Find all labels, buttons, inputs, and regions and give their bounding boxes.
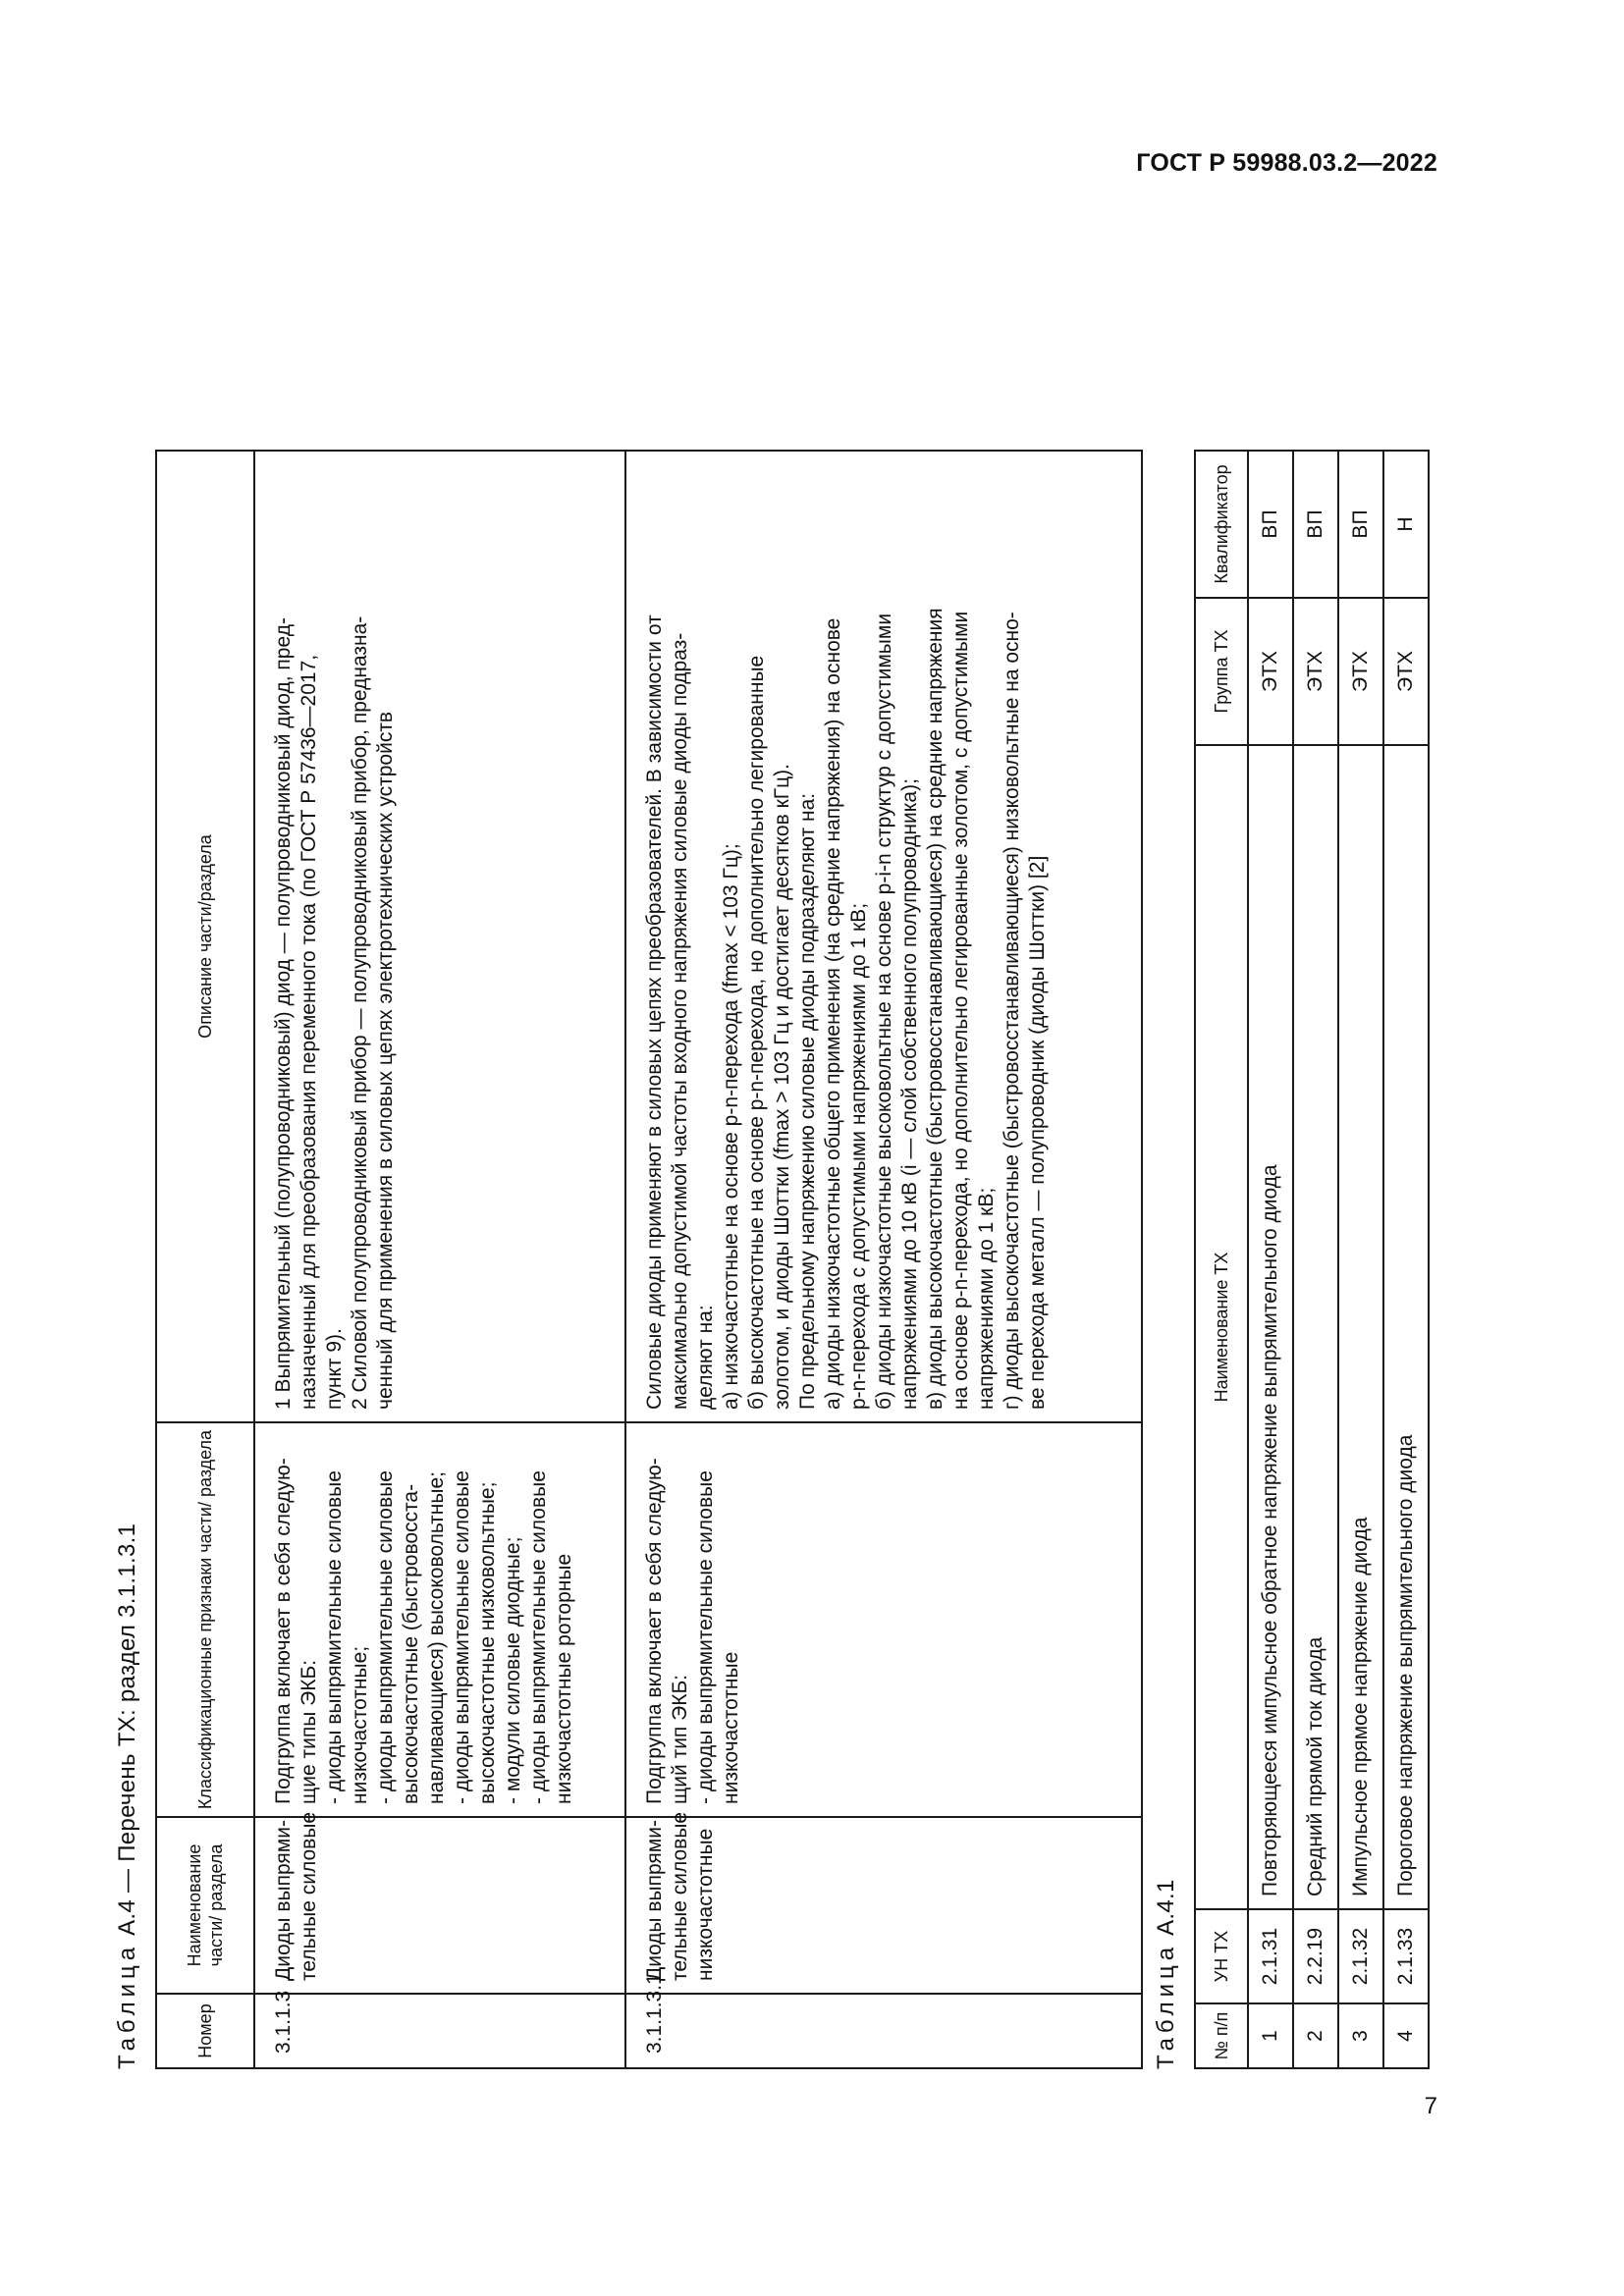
table-a41: [1194, 450, 1430, 2069]
caption-text: А.4 — Перечень ТХ: раздел 3.1.1.3.1: [114, 1522, 140, 1936]
table-row: [1383, 451, 1429, 2068]
standard-header: ГОСТ Р 59988.03.2—2022: [1136, 149, 1437, 177]
cell-qualifier: ВП: [1293, 451, 1338, 598]
cell-name: Повторяющееся импульсное обратное напряжение выпрямительного диода: [1248, 745, 1293, 1909]
cell-qualifier: Н: [1383, 451, 1429, 598]
cell-name: Импульсное прямое напряжение диода: [1338, 745, 1383, 1909]
col-header-name: Наименование части/ раздела: [156, 1817, 254, 1994]
table-row: [1338, 451, 1383, 2068]
table-row: [1248, 451, 1293, 2068]
row-description: Силовые диоды применяют в силовых цепях преобразователей. В зависимости от максимально допустимой частоты входного напряжения силовые диоды подраз- деляют на: а) низкочастотные на основе p-n-перехода (fmax < 103 Гц); б) высокочастотные на основе p-n-перехода, но дополнительно легированные золотом, и диоды Шоттки (fmax > 103 Гц и достигает десятков кГц). По предельному напряжению силовые диоды подразделяют на: а) диоды низкочастотные общего применения (на средние напряжения) на основе p-n-перехода с допустимыми напряжениями до 1 кВ; б) диоды низкочастотные высоковольтные на основе p-i-n структур с допустимыми напряжениями до 10 кВ (i — слой собственного полупроводника); в) диоды высокочастотные (быстровосстанавливающиеся) на средние напряжения на основе p-n-перехода, но дополнительно легированные золотом, с допустимыми напряжениями до 1 кВ; г) диоды высокочастотные (быстровосстанавливающиеся) низковольтные на осно- ве перехода металл — полупроводник (диоды Шоттки) [2]: [625, 451, 1142, 1422]
col-header-qualifier: Квалификатор: [1195, 451, 1248, 598]
col-header-index: № п/п: [1195, 2003, 1248, 2068]
cell-code: 2.1.31: [1248, 1909, 1293, 2003]
row-name: Диоды выпрями- тельные силовые низкочастотные: [625, 1817, 1142, 1994]
col-header-classification: Классификационные признаки части/ раздела: [156, 1422, 254, 1817]
cell-index: 1: [1248, 2003, 1293, 2068]
cell-group: ЭТХ: [1383, 598, 1429, 745]
cell-qualifier: ВП: [1338, 451, 1383, 598]
table-a4-caption: [114, 1523, 141, 2069]
cell-code: 2.2.19: [1293, 1909, 1338, 2003]
caption-word: Таблица: [1153, 1942, 1179, 2069]
cell-group: ЭТХ: [1248, 598, 1293, 745]
caption-text: А.4.1: [1153, 1879, 1179, 1936]
cell-index: 4: [1383, 2003, 1429, 2068]
row-description: 1 Выпрямительный (полупроводниковый) диод — полупроводниковый диод, пред- назначенный для преобразования переменного тока (по ГОСТ Р 57436—2017, пункт 9). 2 Силовой полупроводниковый прибор — полупроводниковый прибор, предназна- ченный для применения в силовых цепях электротехнических устройств: [254, 451, 625, 1422]
col-header-number: Номер: [156, 1994, 254, 2068]
caption-word: Таблица: [114, 1942, 140, 2069]
col-header-code: УН ТХ: [1195, 1909, 1248, 2003]
table-row: [1293, 451, 1338, 2068]
page-number: 7: [1424, 2093, 1437, 2119]
row-classification: Подгруппа включает в себя следую- щие типы ЭКБ: - диоды выпрямительные силовые низкочастотные; - диоды выпрямительные силовые высокочастотные (быстровосста- навливающиеся) высоковольтные; - диоды выпрямительные силовые высокочастотные низковольтные; - модули силовые диодные; - диоды выпрямительные силовые низкочастотные роторные: [254, 1422, 625, 1817]
table-row: [254, 451, 625, 2068]
col-header-group: Группа ТХ: [1195, 598, 1248, 745]
col-header-name: Наименование ТХ: [1195, 745, 1248, 1909]
cell-name: Средний прямой ток диода: [1293, 745, 1338, 1909]
cell-index: 3: [1338, 2003, 1383, 2068]
row-name: Диоды выпрями- тельные силовые: [254, 1817, 625, 1994]
col-header-description: Описание части/раздела: [156, 451, 254, 1422]
cell-index: 2: [1293, 2003, 1338, 2068]
cell-code: 2.1.33: [1383, 1909, 1429, 2003]
row-classification: Подгруппа включает в себя следую- щий тип ЭКБ: - диоды выпрямительные силовые низкочастотные: [625, 1422, 1142, 1817]
table-a4: [155, 450, 1143, 2069]
row-number: 3.1.1.3: [254, 1994, 625, 2068]
cell-qualifier: ВП: [1248, 451, 1293, 598]
rotated-landscape-content: [110, 450, 1416, 2069]
cell-group: ЭТХ: [1338, 598, 1383, 745]
cell-name: Пороговое напряжение выпрямительного диода: [1383, 745, 1429, 1909]
cell-code: 2.1.32: [1338, 1909, 1383, 2003]
table-a41-caption: [1153, 1879, 1180, 2069]
table-row: [625, 451, 1142, 2068]
row-number: 3.1.1.3.1: [625, 1994, 1142, 2068]
cell-group: ЭТХ: [1293, 598, 1338, 745]
